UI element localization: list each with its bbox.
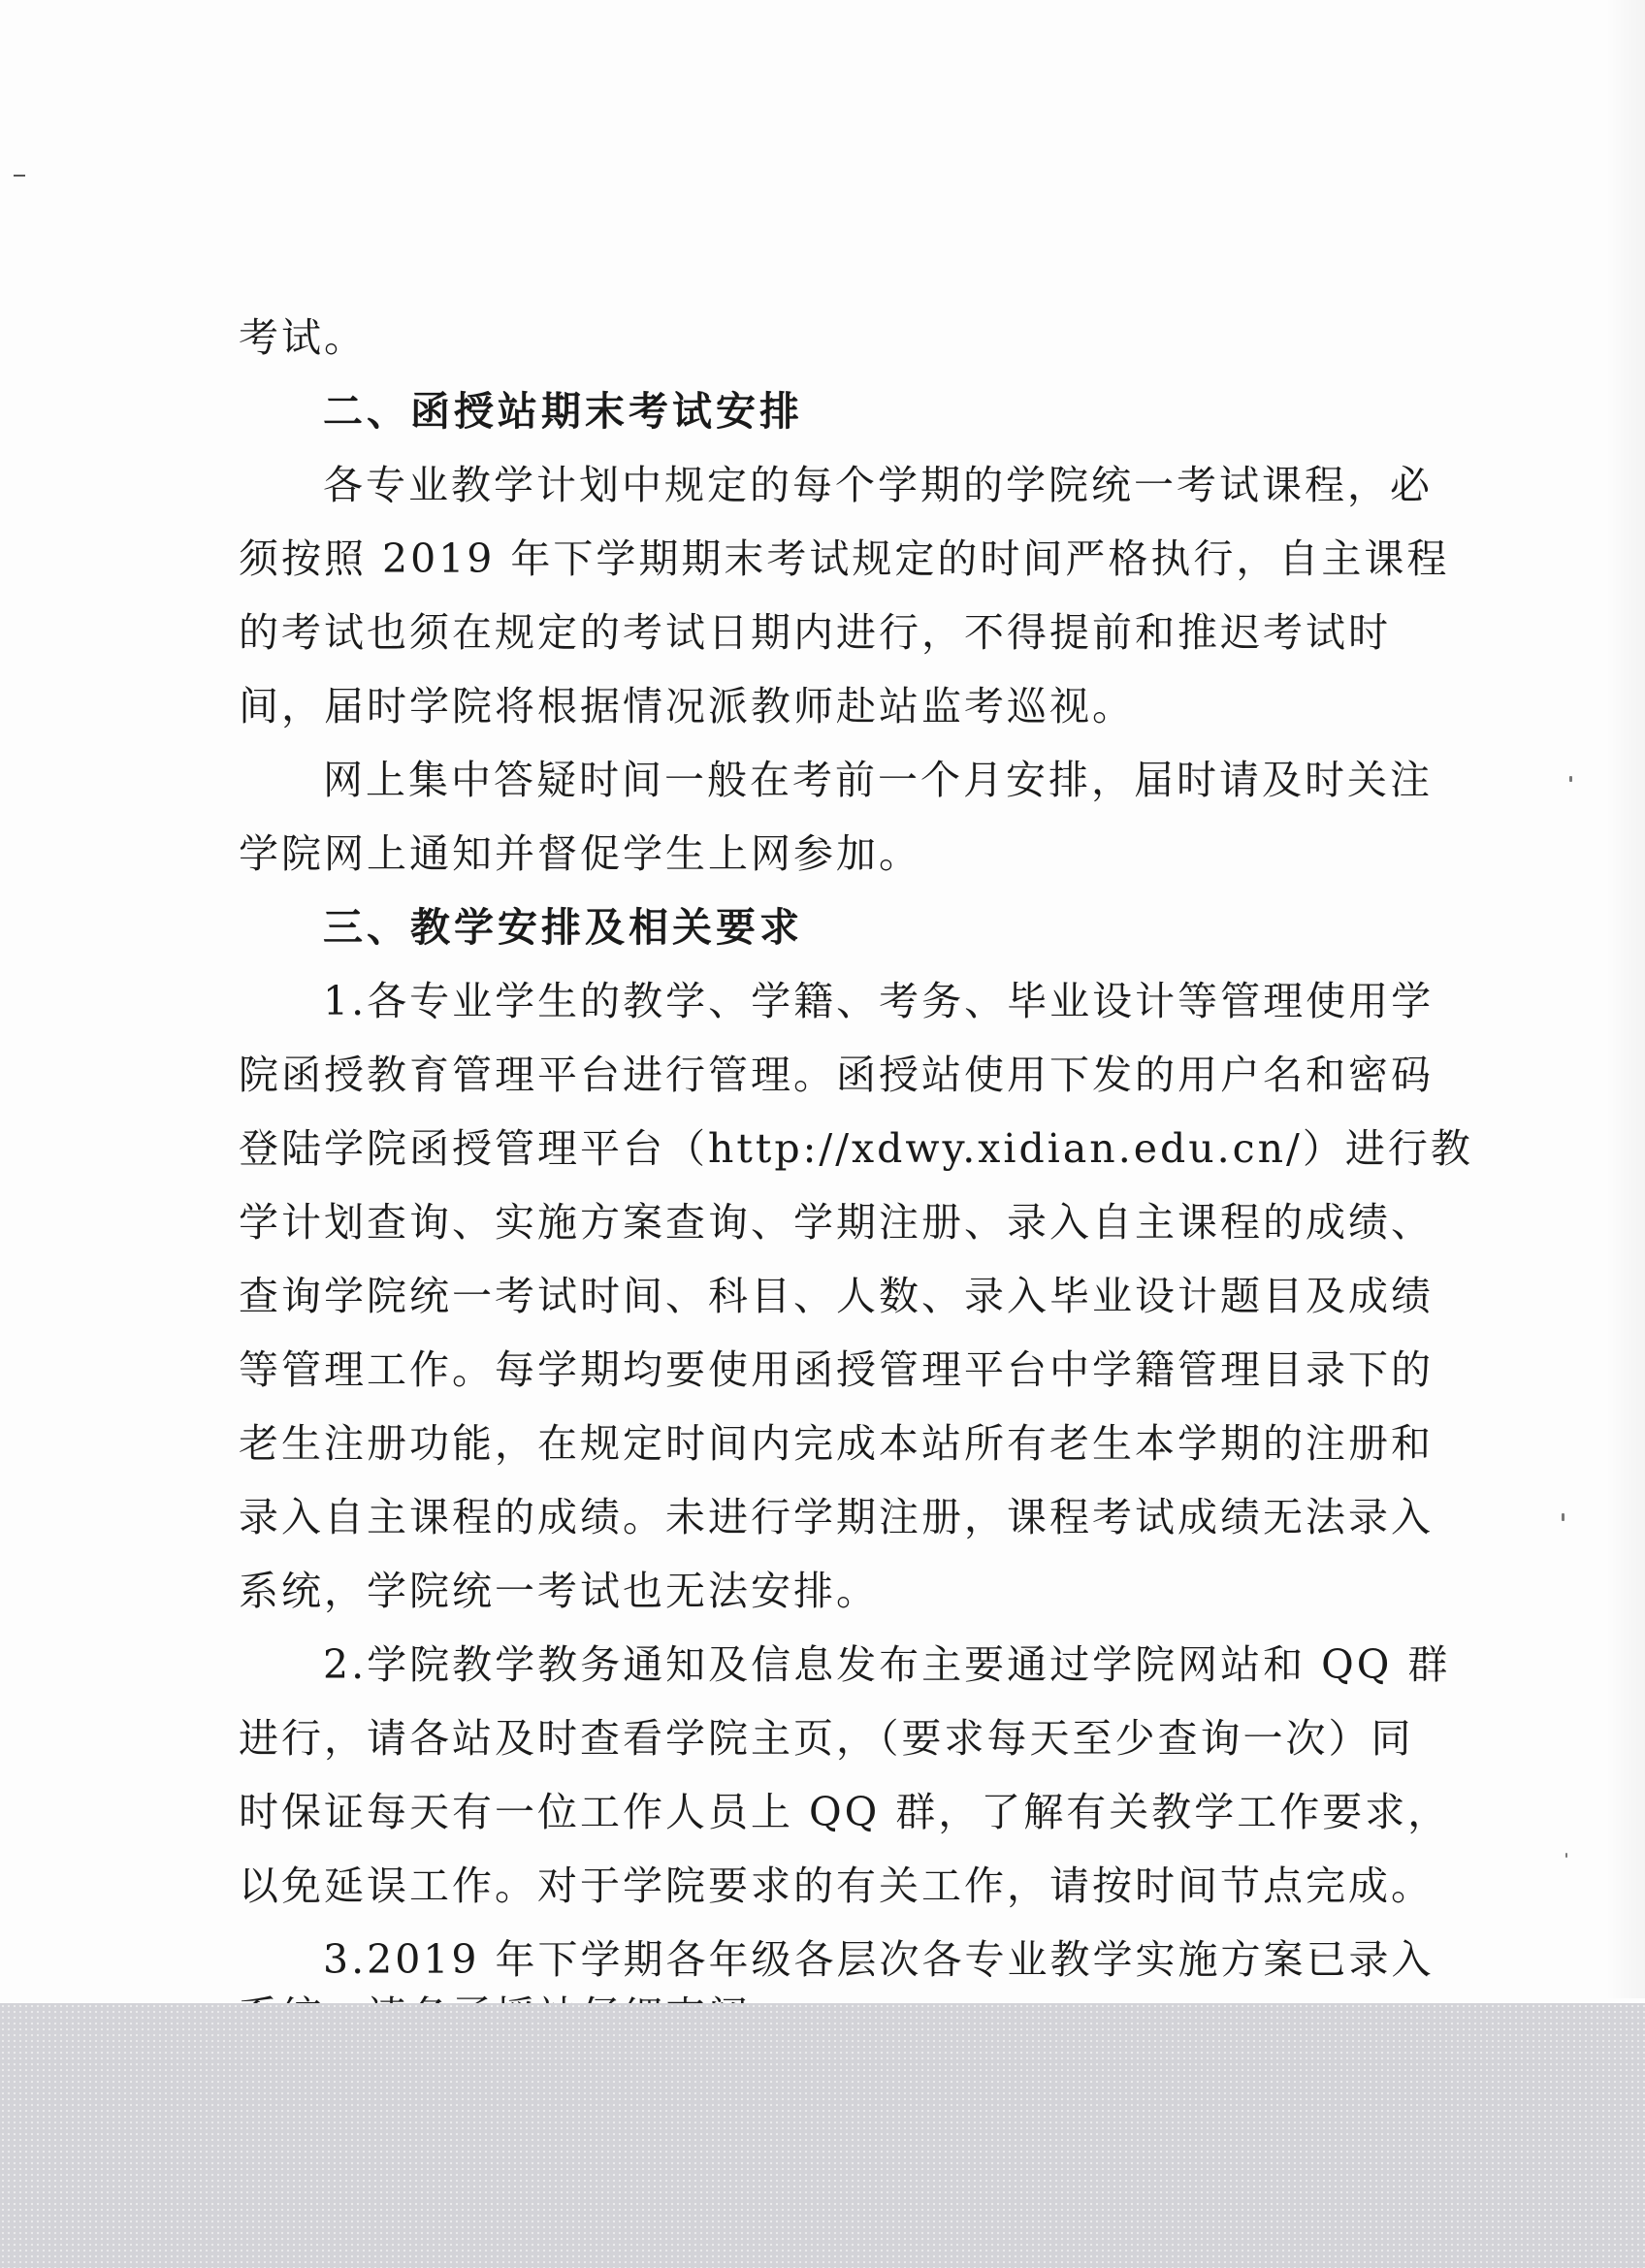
text-line: 考试。	[239, 314, 367, 361]
text-line: 3.2019 年下学期各年级各层次各专业教学实施方案已录入	[323, 1936, 1435, 1983]
text-line: 须按照 2019 年下学期期末考试规定的时间严格执行，自主课程	[239, 535, 1450, 582]
text-line: 查询学院统一考试时间、科目、人数、录入毕业设计题目及成绩	[239, 1273, 1434, 1319]
page-bottom-overlay	[0, 2003, 1645, 2268]
scan-edge-shadow	[1606, 0, 1645, 1998]
text-line: 学计划查询、实施方案查询、学期注册、录入自主课程的成绩、	[239, 1199, 1434, 1246]
text-line: 1.各专业学生的教学、学籍、考务、毕业设计等管理使用学	[323, 978, 1435, 1024]
text-line: 2.学院教学教务通知及信息发布主要通过学院网站和 QQ 群	[323, 1641, 1451, 1688]
text-line: 间，届时学院将根据情况派教师赴站监考巡视。	[239, 683, 1135, 729]
scan-edge-mark	[14, 175, 25, 177]
text-line: 网上集中答疑时间一般在考前一个月安排，届时请及时关注	[323, 757, 1433, 803]
scan-speck	[1562, 1513, 1564, 1521]
text-line: 学院网上通知并督促学生上网参加。	[239, 830, 921, 877]
section-heading-2: 二、函授站期末考试安排	[323, 388, 803, 435]
text-line: 时保证每天有一位工作人员上 QQ 群，了解有关教学工作要求，	[239, 1789, 1451, 1835]
section-heading-3: 三、教学安排及相关要求	[323, 904, 803, 951]
text-line: 录入自主课程的成绩。未进行学期注册，课程考试成绩无法录入	[239, 1494, 1434, 1540]
text-line: 老生注册功能，在规定时间内完成本站所有老生本学期的注册和	[239, 1420, 1434, 1467]
text-line: 院函授教育管理平台进行管理。函授站使用下发的用户名和密码	[239, 1052, 1434, 1098]
document-body	[239, 301, 1473, 1996]
text-line: 各专业教学计划中规定的每个学期的学院统一考试课程，必	[323, 462, 1433, 508]
text-line: 等管理工作。每学期均要使用函授管理平台中学籍管理目录下的	[239, 1346, 1434, 1393]
scan-speck	[1565, 1853, 1567, 1858]
scan-speck	[1569, 776, 1572, 782]
text-line: 登陆学院函授管理平台（http://xdwy.xidian.edu.cn/）进行教	[239, 1125, 1473, 1172]
text-line: 进行，请各站及时查看学院主页，（要求每天至少查询一次）同	[239, 1715, 1414, 1762]
text-line: 以免延误工作。对于学院要求的有关工作，请按时间节点完成。	[239, 1863, 1434, 1909]
text-line: 系统，学院统一考试也无法安排。	[239, 1568, 879, 1614]
text-line: 的考试也须在规定的考试日期内进行，不得提前和推迟考试时	[239, 609, 1391, 656]
